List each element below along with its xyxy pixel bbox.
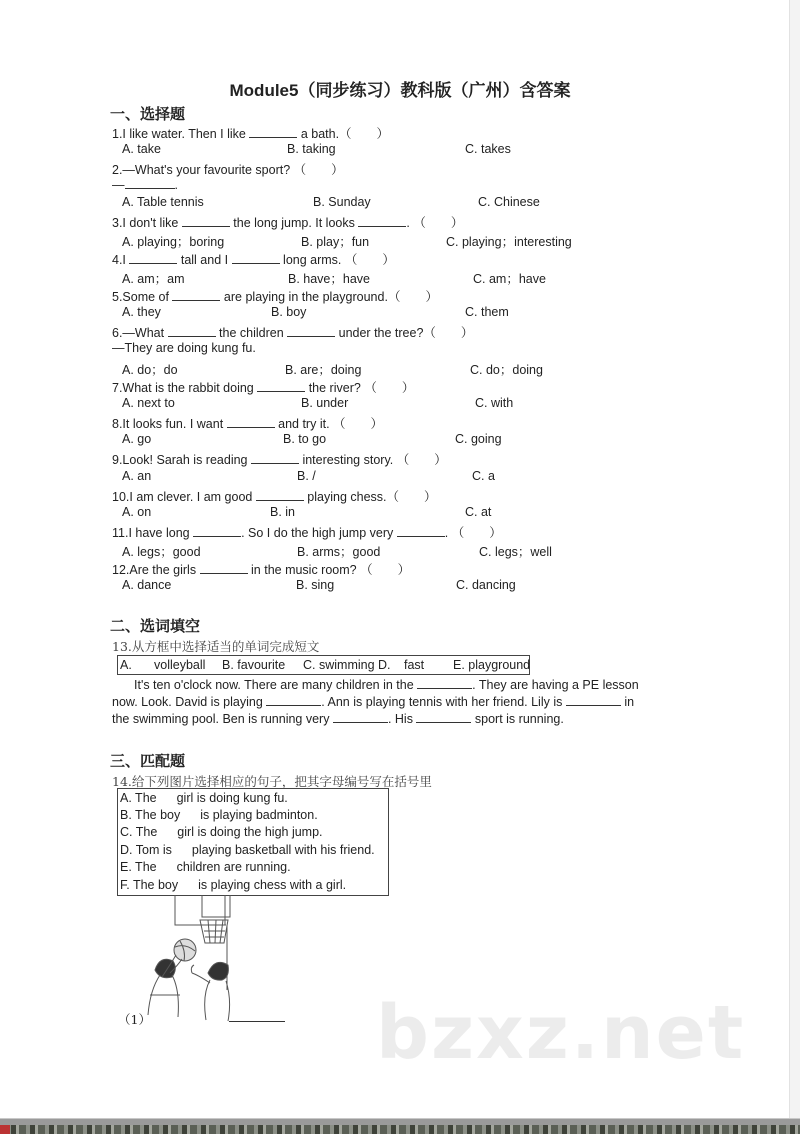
- option-a: A. do；do: [122, 363, 178, 377]
- word-option: fast: [404, 658, 425, 672]
- question-7: [112, 378, 414, 396]
- word-option: E. playground: [453, 658, 531, 672]
- option-b: B. boy: [271, 305, 307, 319]
- option-c: C. at: [465, 505, 492, 519]
- question-text: 8.It looks fun. I want: [112, 417, 227, 431]
- answer-blank: [566, 695, 621, 706]
- option-a: A. an: [122, 469, 152, 483]
- option-b: B. under: [301, 396, 349, 410]
- question-text: tall and I: [177, 253, 232, 267]
- question-3: [112, 213, 463, 231]
- answer-parenthesis: （ ）: [344, 253, 395, 267]
- section-heading-matching: 三、匹配题: [110, 753, 186, 770]
- matching-sentence: [120, 878, 346, 892]
- page-title: Module5（同步练习）教科版（广州）含答案: [229, 81, 571, 100]
- answer-blank: [257, 381, 305, 392]
- answer-parenthesis: （ ）: [396, 453, 447, 467]
- answer-blank: [256, 490, 304, 501]
- question-6: [112, 323, 473, 341]
- question-text: 4.I: [112, 253, 130, 267]
- section-heading-multiple-choice: 一、选择题: [110, 106, 186, 123]
- question-text: 11.I have long: [112, 526, 194, 540]
- sentence-letter: D. Tom is: [120, 843, 172, 857]
- word-bank-box: [117, 655, 530, 675]
- passage-text: in: [620, 695, 635, 709]
- passage-text: sport is running.: [471, 712, 564, 726]
- answer-blank: [266, 695, 321, 706]
- basketball-players-illustration: [140, 895, 240, 1023]
- picture-label: （1）: [118, 1012, 151, 1027]
- option-b: B. taking: [287, 142, 336, 156]
- watermark-text: bzxz.net: [376, 990, 746, 1076]
- answer-blank: [125, 178, 175, 189]
- answer-parenthesis: （ ）: [339, 127, 390, 141]
- option-b: B. play；fun: [301, 235, 370, 249]
- sentence-text: girl is doing kung fu.: [176, 791, 288, 805]
- question-text: 10.I am clever. I am good: [112, 490, 256, 504]
- option-c: C. do；doing: [470, 363, 543, 377]
- question-2-answer-line: — .: [112, 178, 178, 192]
- option-a: A. next to: [122, 396, 175, 410]
- option-c: C. takes: [465, 142, 511, 156]
- answer-blank: [193, 526, 241, 537]
- answer-parenthesis: （ ）: [293, 163, 344, 177]
- answer-parenthesis: （ ）: [413, 216, 464, 230]
- option-c: C. Chinese: [478, 195, 540, 209]
- matching-sentence: [120, 825, 323, 839]
- passage-line: [112, 677, 672, 694]
- passage-text: . His: [387, 712, 417, 726]
- answer-parenthesis: （ ）: [451, 526, 502, 540]
- answer-blank: [182, 216, 230, 227]
- question-text: 1.I like water. Then I like: [112, 127, 250, 141]
- question-12: [112, 560, 410, 578]
- passage-text: . They are having a PE lesson: [472, 678, 639, 692]
- answer-blank: [172, 290, 220, 301]
- answer-blank: [227, 417, 275, 428]
- answer-parenthesis: （ ）: [386, 490, 437, 504]
- question-text: long arms.: [279, 253, 342, 267]
- option-c: C. dancing: [456, 578, 516, 592]
- sentence-text: is playing chess with a girl.: [198, 878, 347, 892]
- page-right-edge: [789, 0, 800, 1118]
- question-text: 12.Are the girls: [112, 563, 200, 577]
- question-text: the river?: [305, 381, 361, 395]
- sentence-letter: A. The: [120, 791, 157, 805]
- answer-blank: [397, 526, 445, 537]
- option-a: A. am；am: [122, 272, 185, 286]
- option-b: B. have；have: [288, 272, 370, 286]
- option-a: A. playing；boring: [122, 235, 225, 249]
- passage-text: the swimming pool. Ben is running very: [112, 712, 333, 726]
- question-9: [112, 450, 447, 468]
- option-a: A. they: [122, 305, 161, 319]
- option-c: C. am；have: [473, 272, 546, 286]
- question-5: [112, 287, 438, 305]
- answer-blank: [168, 326, 216, 337]
- question-text: the long jump. It looks: [229, 216, 359, 230]
- option-a: A. Table tennis: [122, 195, 204, 209]
- word-option: C. swimming D.: [303, 658, 391, 672]
- option-c: C. going: [455, 432, 502, 446]
- answer-parenthesis: （ ）: [333, 417, 384, 431]
- answer-blank: [129, 253, 177, 264]
- fill-in-passage: [112, 677, 672, 728]
- answer-blank: [333, 712, 388, 723]
- question-text: .: [444, 526, 449, 540]
- answer-blank: [417, 678, 472, 689]
- word-option: B. favourite: [222, 658, 286, 672]
- answer-parenthesis: （ ）: [387, 290, 438, 304]
- option-a: A. on: [122, 505, 152, 519]
- sentence-text: girl is doing the high jump.: [177, 825, 323, 839]
- question-text: are playing in the playground.: [220, 290, 388, 304]
- passage-line: [112, 711, 672, 728]
- answer-blank: [251, 453, 299, 464]
- option-a: A. go: [122, 432, 152, 446]
- question-1: [112, 124, 389, 142]
- matching-sentence: [120, 860, 291, 874]
- word-option: volleyball: [154, 658, 206, 672]
- sentence-text: is playing badminton.: [200, 808, 318, 822]
- question-text: 2.—What's your favourite sport?: [112, 163, 291, 177]
- question-text: under the tree?: [335, 326, 424, 340]
- question-2: [112, 160, 344, 178]
- question-6-answer-line: —They are doing kung fu.: [112, 341, 256, 355]
- question-text: interesting story.: [298, 453, 394, 467]
- sentence-text: playing basketball with his friend.: [191, 843, 375, 857]
- question-text: 6.—What: [112, 326, 168, 340]
- matching-sentence: [120, 843, 375, 857]
- answer-blank: [229, 1021, 285, 1022]
- option-b: B. to go: [283, 432, 327, 446]
- dash: —: [112, 178, 125, 192]
- passage-text: . Ann is playing tennis with her friend. Lily is: [321, 695, 566, 709]
- sentence-letter: E. The: [120, 860, 157, 874]
- horizontal-scrollbar[interactable]: [0, 1118, 800, 1125]
- answer-blank: [200, 563, 248, 574]
- question-text: 3.I don't like: [112, 216, 182, 230]
- option-c: C. a: [472, 469, 495, 483]
- option-b: B. arms；good: [297, 545, 381, 559]
- answer-blank: [287, 326, 335, 337]
- fill-in-prompt: 13.从方框中选择适当的单词完成短文: [112, 639, 320, 654]
- answer-blank: [358, 216, 406, 227]
- answer-parenthesis: （ ）: [364, 381, 415, 395]
- sentence-letter: C. The: [120, 825, 158, 839]
- sentence-letter: F. The boy: [120, 878, 179, 892]
- question-text: 5.Some of: [112, 290, 173, 304]
- option-b: B. in: [270, 505, 296, 519]
- background-strip: [0, 1125, 800, 1134]
- passage-line: [112, 694, 672, 711]
- answer-parenthesis: （ ）: [360, 563, 411, 577]
- question-text: 7.What is the rabbit doing: [112, 381, 258, 395]
- option-b: B. sing: [296, 578, 335, 592]
- matching-sentence-box: [117, 788, 389, 896]
- question-text: .: [406, 216, 410, 230]
- answer-blank: [416, 712, 471, 723]
- option-a: A. dance: [122, 578, 172, 592]
- option-b: B. /: [297, 469, 316, 483]
- question-text: playing chess.: [303, 490, 387, 504]
- section-heading-fill-in: 二、选词填空: [110, 618, 201, 635]
- option-c: C. them: [465, 305, 509, 319]
- answer-blank: [249, 127, 297, 138]
- question-text: a bath.: [297, 127, 340, 141]
- question-text: . So I do the high jump very: [241, 526, 397, 540]
- passage-text: It's ten o'clock now. There are many children in the: [134, 678, 418, 692]
- matching-sentence: [120, 808, 318, 822]
- question-11: [112, 523, 502, 541]
- option-a: A. legs；good: [122, 545, 201, 559]
- option-c: C. with: [475, 396, 514, 410]
- option-c: C. legs；well: [479, 545, 552, 559]
- option-b: B. are；doing: [285, 363, 362, 377]
- question-text: in the music room?: [247, 563, 357, 577]
- matching-prompt: 14.给下列图片选择相应的句子，把其字母编号写在括号里: [112, 774, 432, 789]
- matching-sentence: [120, 791, 288, 805]
- word-option: A.: [120, 658, 132, 672]
- question-4: [112, 250, 395, 268]
- question-text: and try it.: [274, 417, 330, 431]
- question-8: [112, 414, 383, 432]
- sentence-letter: B. The boy: [120, 808, 181, 822]
- sentence-text: children are running.: [176, 860, 291, 874]
- option-a: A. take: [122, 142, 161, 156]
- question-text: the children: [215, 326, 288, 340]
- option-c: C. playing；interesting: [446, 235, 572, 249]
- answer-parenthesis: （ ）: [423, 326, 474, 340]
- red-corner: [0, 1125, 10, 1134]
- option-b: B. Sunday: [313, 195, 371, 209]
- question-text: 9.Look! Sarah is reading: [112, 453, 251, 467]
- answer-blank: [232, 253, 280, 264]
- question-10: [112, 487, 437, 505]
- passage-text: now. Look. David is playing: [112, 695, 267, 709]
